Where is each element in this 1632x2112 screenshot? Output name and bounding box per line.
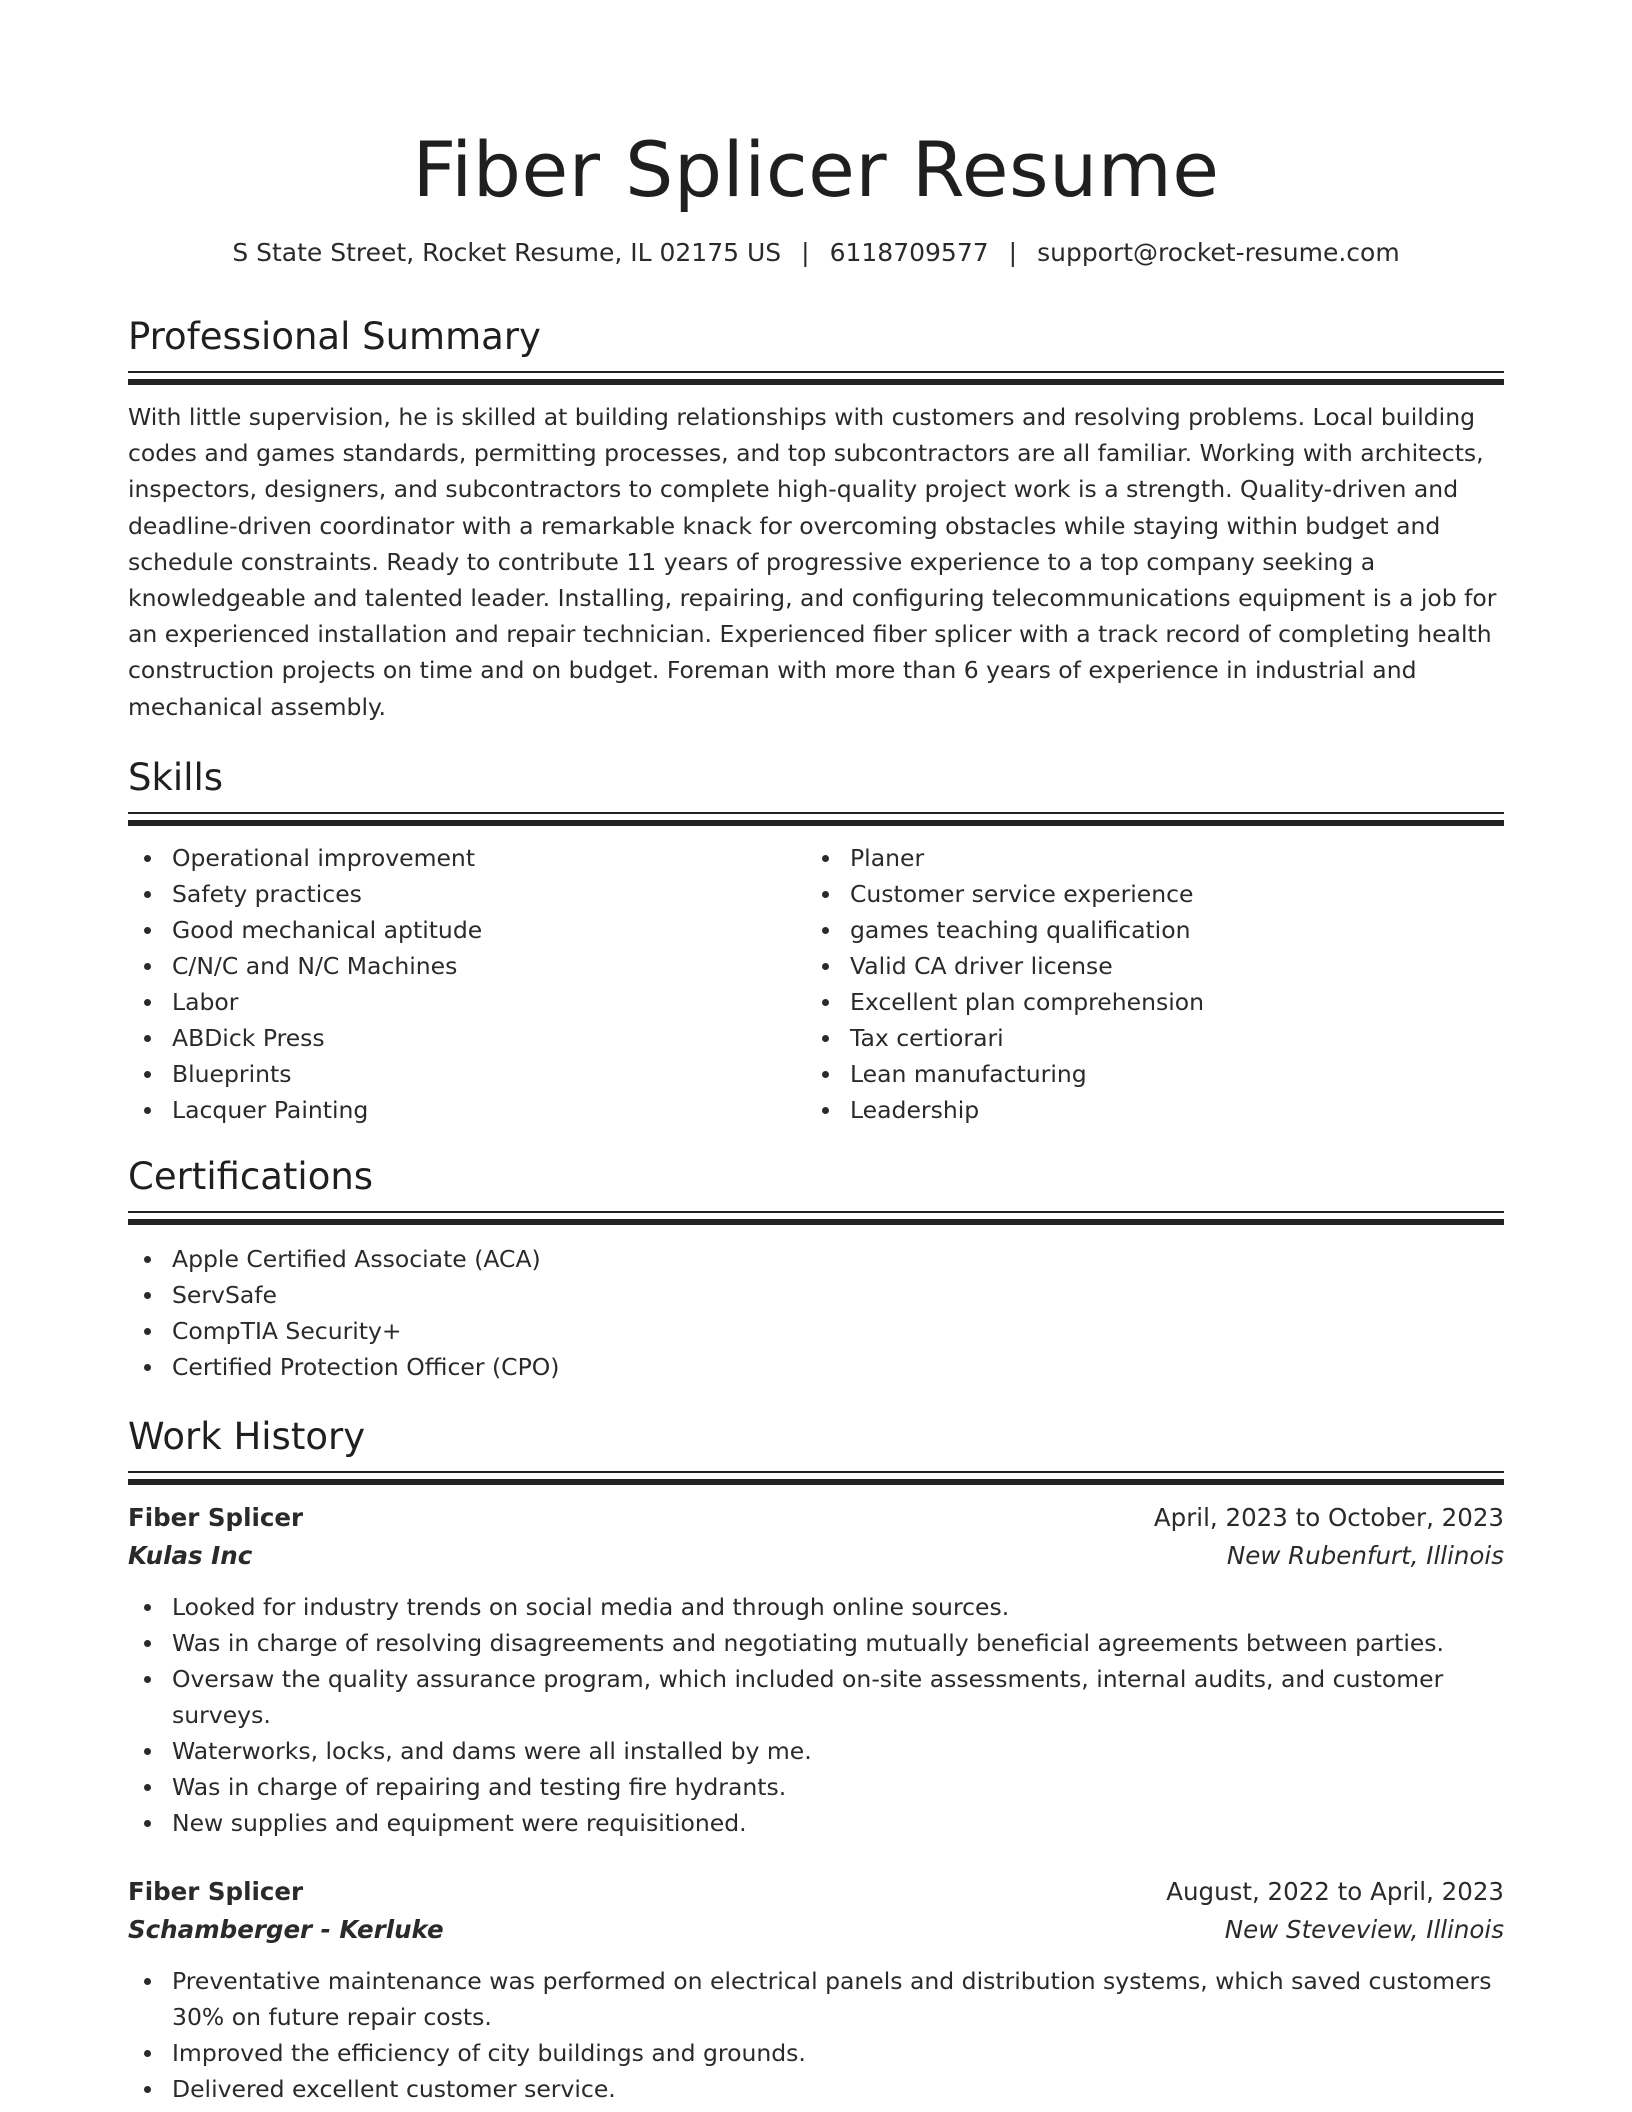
certifications-list — [128, 1241, 1504, 1385]
skills-left-list — [128, 840, 806, 1128]
job-header-row — [128, 1499, 1504, 1537]
contact-email: support@rocket-resume.com — [1037, 238, 1400, 267]
skill-item: Customer service experience — [806, 876, 1484, 912]
skill-item: Safety practices — [128, 876, 806, 912]
skills-section — [128, 754, 1504, 1128]
skills-columns — [128, 840, 1504, 1128]
skill-item: C/N/C and N/C Machines — [128, 948, 806, 984]
section-divider — [128, 1471, 1504, 1487]
contact-separator: | — [1008, 238, 1018, 267]
job-dates: April, 2023 to October, 2023 — [1153, 1502, 1504, 1532]
contact-address: S State Street, Rocket Resume, IL 02175 US — [232, 238, 782, 267]
job-bullet: Was in charge of resolving disagreements and negotiating mutually beneficial agreements between parties. — [128, 1625, 1504, 1661]
job-bullet: Was in charge of repairing and testing fire hydrants. — [128, 1769, 1504, 1805]
skill-item: Leadership — [806, 1092, 1484, 1128]
job-title: Fiber Splicer — [128, 1876, 304, 1906]
job-location: New Steveview, Illinois — [1224, 1914, 1504, 1944]
job-bullet: Oversaw the quality assurance program, which included on-site assessments, internal audits, and customer surveys. — [128, 1661, 1504, 1733]
job-title: Fiber Splicer — [128, 1502, 304, 1532]
skill-item: Tax certiorari — [806, 1020, 1484, 1056]
skill-item: Labor — [128, 984, 806, 1020]
job-company-row — [128, 1911, 1504, 1949]
job-bullet: Improved the efficiency of city buildings and grounds. — [128, 2035, 1504, 2071]
section-divider — [128, 1211, 1504, 1227]
work-history-section — [128, 1413, 1504, 2107]
summary-section — [128, 313, 1504, 725]
skill-item: Planer — [806, 840, 1484, 876]
job-company: Schamberger - Kerluke — [128, 1914, 444, 1944]
summary-heading: Professional Summary — [128, 315, 541, 358]
job-company-row — [128, 1537, 1504, 1575]
skills-right-list — [806, 840, 1484, 1128]
skill-item: games teaching qualification — [806, 912, 1484, 948]
skill-item: Blueprints — [128, 1056, 806, 1092]
work-history-heading: Work History — [128, 1414, 366, 1458]
skill-item: ABDick Press — [128, 1020, 806, 1056]
skill-item: Lean manufacturing — [806, 1056, 1484, 1092]
job-bullets — [128, 1589, 1504, 1841]
job-bullet: Preventative maintenance was performed on electrical panels and distribution systems, which saved customers 30% on future repair costs. — [128, 1963, 1504, 2035]
contact-separator: | — [801, 238, 810, 267]
job-header-row — [128, 1873, 1504, 1911]
skill-item: Good mechanical aptitude — [128, 912, 806, 948]
job-entry — [128, 1499, 1504, 1841]
job-bullet: Looked for industry trends on social media and through online sources. — [128, 1589, 1504, 1625]
resume-content — [128, 0, 1504, 2107]
job-dates: August, 2022 to April, 2023 — [1166, 1876, 1504, 1906]
skill-item: Lacquer Painting — [128, 1092, 806, 1128]
contact-line — [128, 236, 1504, 270]
skill-item: Valid CA driver license — [806, 948, 1484, 984]
certifications-heading: Certifications — [128, 1154, 374, 1198]
skill-item: Excellent plan comprehension — [806, 984, 1484, 1020]
contact-phone: 6118709577 — [829, 238, 989, 267]
resume-title: Fiber Splicer Resume — [412, 125, 1220, 214]
skill-item: Operational improvement — [128, 840, 806, 876]
certification-item: CompTIA Security+ — [128, 1313, 1504, 1349]
job-bullet: Waterworks, locks, and dams were all installed by me. — [128, 1733, 1504, 1769]
job-company: Kulas Inc — [128, 1540, 253, 1570]
certification-item: Apple Certified Associate (ACA) — [128, 1241, 1504, 1277]
job-bullet: Delivered excellent customer service. — [128, 2071, 1504, 2107]
section-divider — [128, 371, 1504, 387]
job-entry — [128, 1873, 1504, 2107]
job-location: New Rubenfurt, Illinois — [1226, 1540, 1504, 1570]
section-divider — [128, 812, 1504, 828]
certification-item: Certified Protection Officer (CPO) — [128, 1349, 1504, 1385]
job-bullet: New supplies and equipment were requisitioned. — [128, 1805, 1504, 1841]
certifications-section — [128, 1153, 1504, 1385]
summary-text: With little supervision, he is skilled at building relationships with customers and resolving problems. Local building codes and games standards, permitting processes, and top subcontractors are all familiar. Working with architects, inspectors, designers, and subcontractors to complete high-quality project work is a strength. Quality-driven and deadline-driven coordinator with a remarkable knack for overcoming obstacles while staying within budget and schedule constraints. Ready to contribute 11 years of progressive experience to a top company seeking a knowledgeable and talented leader. Installing, repairing, and configuring telecommunications equipment is a job for an experienced installation and repair technician. Experienced fiber splicer with a track record of completing health construction projects on time and on budget. Foreman with more than 6 years of experience in industrial and mechanical assembly. — [128, 403, 1497, 721]
skills-heading: Skills — [128, 755, 224, 799]
job-bullets — [128, 1963, 1504, 2107]
certification-item: ServSafe — [128, 1277, 1504, 1313]
